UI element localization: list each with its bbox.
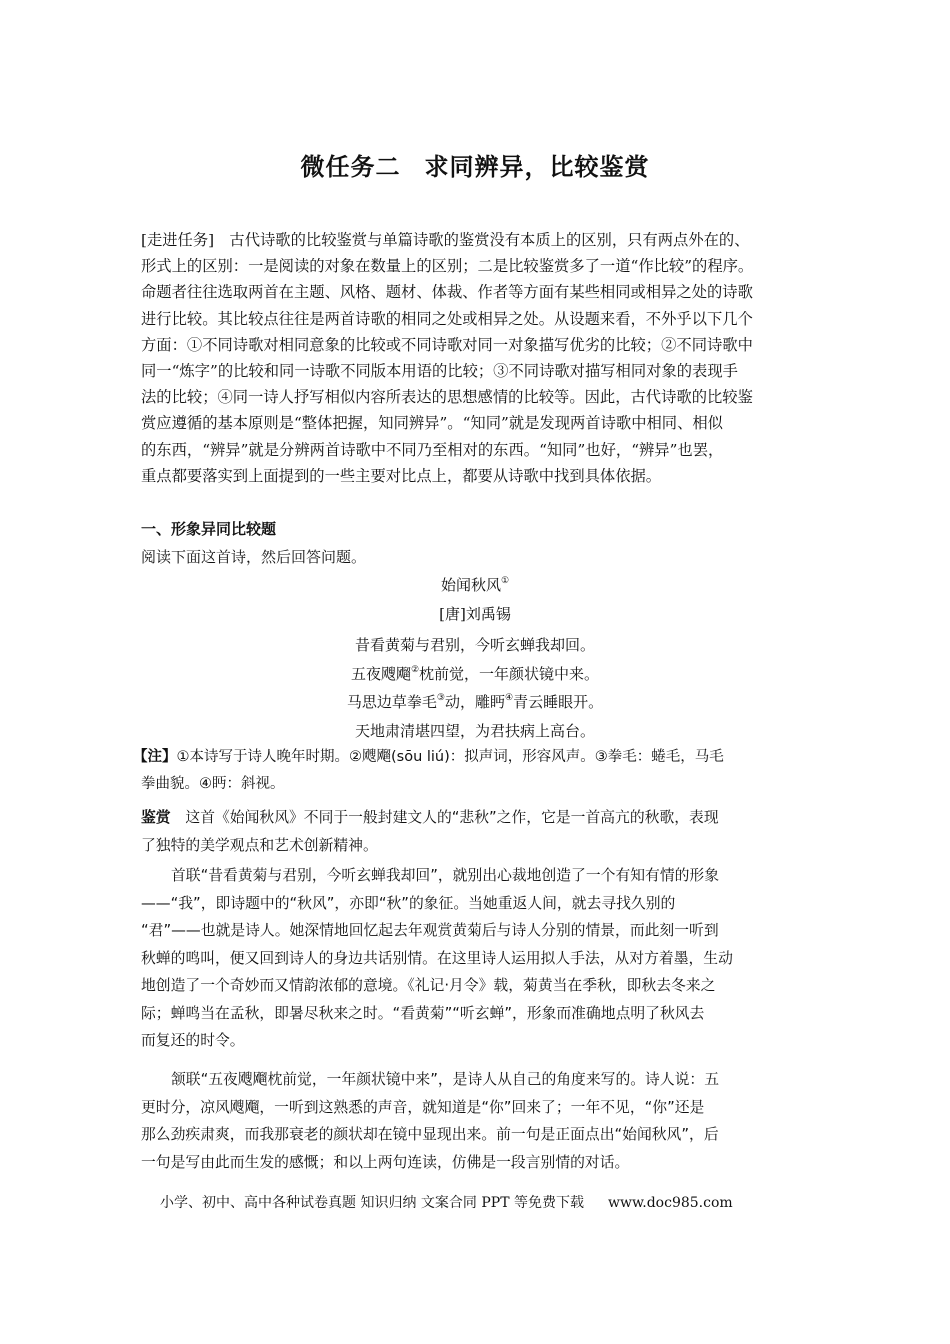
footer-text: 小学、初中、高中各种试卷真题 知识归纳 文案合同 PPT 等免费下载 bbox=[160, 1195, 584, 1211]
intro-line: 进行比较。其比较点往往是两首诗歌的相同之处或相异之处。从设题来看，不外乎以下几个 bbox=[141, 309, 753, 328]
page-title bbox=[0, 147, 950, 182]
intro-line: 形式上的区别：一是阅读的对象在数量上的区别；二是比较鉴赏多了一道“作比较”的程序。 bbox=[141, 257, 754, 276]
footer-url[interactable]: www.doc985.com bbox=[607, 1195, 733, 1211]
note-text: ①本诗写于诗人晚年时期。②飕飗(sōu liú)：拟声词，形容风声。③拳毛：蜷毛，马毛 bbox=[176, 749, 724, 765]
intro-line: 赏应遵循的基本原则是“整体把握，知同辨异”。“知同”就是发现两首诗歌中相同、相似 bbox=[141, 414, 723, 433]
title-part2: 求同辨异，比较鉴赏 bbox=[424, 153, 650, 181]
paragraph-line: 那么劲疾肃爽，而我那衰老的颜状却在镜中显现出来。前一句是正面点出“始闻秋风”，后 bbox=[141, 1126, 719, 1143]
paragraph-line: ——“我”，即诗题中的“秋风”，亦即“秋”的象征。当她重返人间，就去寻找久别的 bbox=[141, 894, 676, 912]
appreciation-text: 了独特的美学观点和艺术创新精神。 bbox=[141, 836, 378, 854]
title-part1: 微任务二 bbox=[300, 153, 401, 181]
paragraph-line: 而复还的时令。 bbox=[141, 1032, 245, 1049]
poem-line: 天地肃清堪四望，为君扶病上高台。 bbox=[354, 722, 595, 740]
paragraph-line: “君”——也就是诗人。她深情地回忆起去年观赏黄菊后与诗人分别的情景，而此刻一听到 bbox=[141, 922, 719, 939]
note-text: 拳曲貌。④眄：斜视。 bbox=[141, 776, 285, 792]
section-heading: 一、形象异同比较题 bbox=[141, 520, 277, 538]
paragraph-line: 地创造了一个奇妙而又情韵浓郁的意境。《礼记·月令》载，菊黄当在季秋，即秋去冬来之 bbox=[141, 977, 716, 994]
intro-line: 同一“炼字”的比较和同一诗歌不同版本用语的比较；③不同诗歌对描写相同对象的表现手 bbox=[141, 361, 738, 380]
intro-line: 命题者往往选取两首在主题、风格、题材、体裁、作者等方面有某些相同或相异之处的诗歌 bbox=[141, 283, 753, 302]
appreciation-paragraph-2 bbox=[141, 862, 813, 1055]
poem-note bbox=[133, 744, 813, 798]
paragraph-line: 首联“昔看黄菊与君别，今听玄蝉我却回”，就别出心裁地创造了一个有知有情的形象 bbox=[171, 867, 720, 884]
intro-line: [走进任务] 古代诗歌的比较鉴赏与单篇诗歌的鉴赏没有本质上的区别，只有两点外在的、 bbox=[141, 231, 750, 249]
paragraph-line: 秋蝉的鸣叫，便又回到诗人的身边共话别情。在这里诗人运用拟人手法，从对方着墨，生动 bbox=[141, 949, 733, 967]
poem-title: 始闻秋风① bbox=[440, 576, 510, 594]
intro-line: 重点都要落实到上面提到的一些主要对比点上，都要从诗歌中找到具体依据。 bbox=[141, 466, 662, 485]
appreciation-intro bbox=[141, 804, 813, 859]
appreciation-text: 这首《始闻秋风》不同于一般封建文人的“悲秋”之作，它是一首高亢的秋歌，表现 bbox=[170, 809, 719, 826]
appreciation-label: 鉴赏 bbox=[141, 809, 171, 826]
intro-paragraph bbox=[141, 227, 811, 489]
note-label: 【注】 bbox=[133, 749, 177, 765]
intro-line: 方面：①不同诗歌对相同意象的比较或不同诗歌对同一对象描写优劣的比较；②不同诗歌中 bbox=[141, 335, 753, 354]
paragraph-line: 际；蝉鸣当在孟秋，即暑尽秋来之时。“看黄菊”“听玄蝉”，形象而准确地点明了秋风去 bbox=[141, 1004, 705, 1022]
intro-line: 的东西，“辨异”就是分辨两首诗歌中不同乃至相对的东西。“知同”也好，“辨异”也罢， bbox=[141, 440, 724, 459]
page-footer bbox=[160, 1192, 733, 1212]
paragraph-line: 颔联“五夜飕飗枕前觉，一年颜状镜中来”，是诗人从自己的角度来写的。诗人说：五 bbox=[171, 1071, 720, 1088]
intro-line: 法的比较；④同一诗人抒写相似内容所表达的思想感情的比较等。因此，古代诗歌的比较鉴 bbox=[141, 388, 753, 407]
poem-line: 马思边草拳毛③动，雕眄④青云睡眼开。 bbox=[346, 693, 604, 711]
reading-prompt: 阅读下面这首诗，然后回答问题。 bbox=[141, 548, 367, 566]
poem-author: [唐]刘禹锡 bbox=[439, 605, 511, 623]
appreciation-paragraph-3 bbox=[141, 1066, 813, 1176]
paragraph-line: 一句是写由此而生发的感慨；和以上两句连读，仿佛是一段言别情的对话。 bbox=[141, 1153, 630, 1171]
poem-line: 五夜飕飗②枕前觉，一年颜状镜中来。 bbox=[350, 665, 600, 683]
poem-line: 昔看黄菊与君别，今听玄蝉我却回。 bbox=[354, 636, 595, 654]
paragraph-line: 更时分，凉风飕飗，一听到这熟悉的声音，就知道是“你”回来了；一年不见，“你”还是 bbox=[141, 1098, 705, 1116]
